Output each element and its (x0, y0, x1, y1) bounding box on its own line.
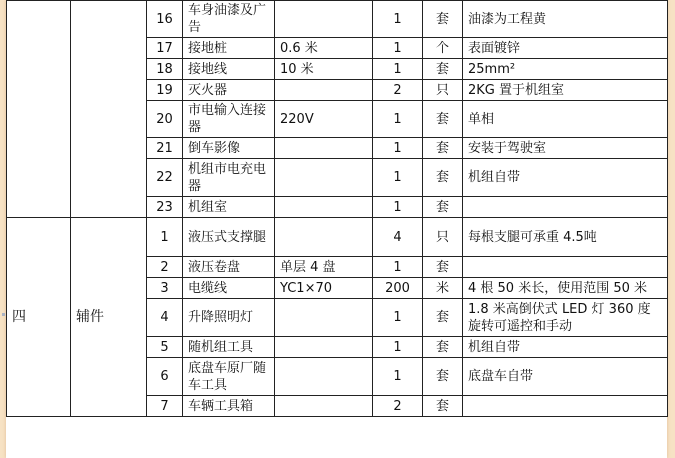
row-number: 4 (147, 299, 183, 337)
item-spec: YC1×70 (275, 278, 373, 299)
item-note: 每根支腿可承重 4.5吨 (463, 218, 668, 257)
row-number: 5 (147, 337, 183, 358)
row-number: 18 (147, 59, 183, 80)
section-index-cell (7, 1, 71, 218)
item-spec (275, 337, 373, 358)
item-note (463, 396, 668, 417)
section-category-cell (71, 1, 147, 218)
row-number: 16 (147, 1, 183, 38)
item-unit: 套 (423, 299, 463, 337)
row-number: 2 (147, 257, 183, 278)
item-name: 随机组工具 (183, 337, 275, 358)
item-unit: 套 (423, 159, 463, 197)
item-note: 安装于驾驶室 (463, 138, 668, 159)
item-spec (275, 197, 373, 218)
item-name: 车身油漆及广告 (183, 1, 275, 38)
item-note: 25mm² (463, 59, 668, 80)
margin-marker-icon (1, 312, 9, 320)
table-row (7, 218, 668, 257)
item-spec (275, 80, 373, 101)
item-name: 市电输入连接器 (183, 101, 275, 138)
item-unit: 套 (423, 358, 463, 396)
item-note: 4 根 50 米长，使用范围 50 米 (463, 278, 668, 299)
item-qty: 1 (373, 197, 423, 218)
item-unit: 只 (423, 80, 463, 101)
item-name: 底盘车原厂随车工具 (183, 358, 275, 396)
item-unit: 只 (423, 218, 463, 257)
item-name: 接地桩 (183, 38, 275, 59)
item-qty: 2 (373, 396, 423, 417)
document-page (6, 0, 667, 458)
item-spec: 10 米 (275, 59, 373, 80)
item-name: 灭火器 (183, 80, 275, 101)
item-spec (275, 159, 373, 197)
item-spec (275, 396, 373, 417)
item-name: 机组室 (183, 197, 275, 218)
item-spec (275, 138, 373, 159)
item-qty: 1 (373, 1, 423, 38)
item-unit: 个 (423, 38, 463, 59)
row-number: 1 (147, 218, 183, 257)
item-name: 液压式支撑腿 (183, 218, 275, 257)
item-qty: 1 (373, 257, 423, 278)
item-note: 单相 (463, 101, 668, 138)
item-name: 机组市电充电器 (183, 159, 275, 197)
table-row (7, 1, 668, 38)
item-name: 电缆线 (183, 278, 275, 299)
item-note: 底盘车自带 (463, 358, 668, 396)
item-qty: 1 (373, 299, 423, 337)
item-unit: 套 (423, 138, 463, 159)
item-name: 倒车影像 (183, 138, 275, 159)
item-qty: 1 (373, 101, 423, 138)
row-number: 7 (147, 396, 183, 417)
item-spec (275, 218, 373, 257)
item-note: 表面镀锌 (463, 38, 668, 59)
item-qty: 4 (373, 218, 423, 257)
item-note (463, 197, 668, 218)
item-qty: 1 (373, 337, 423, 358)
section-index-cell: 四 (7, 218, 71, 417)
item-unit: 套 (423, 59, 463, 80)
item-spec: 0.6 米 (275, 38, 373, 59)
item-name: 液压卷盘 (183, 257, 275, 278)
item-spec (275, 299, 373, 337)
item-spec (275, 1, 373, 38)
row-number: 6 (147, 358, 183, 396)
item-name: 车辆工具箱 (183, 396, 275, 417)
item-qty: 200 (373, 278, 423, 299)
item-note: 机组自带 (463, 159, 668, 197)
section-category-cell: 辅件 (71, 218, 147, 417)
row-number: 20 (147, 101, 183, 138)
row-number: 23 (147, 197, 183, 218)
item-qty: 2 (373, 80, 423, 101)
item-unit: 套 (423, 337, 463, 358)
item-unit: 套 (423, 396, 463, 417)
row-number: 21 (147, 138, 183, 159)
row-number: 19 (147, 80, 183, 101)
item-qty: 1 (373, 59, 423, 80)
row-number: 3 (147, 278, 183, 299)
item-unit: 套 (423, 1, 463, 38)
item-unit: 套 (423, 257, 463, 278)
item-spec: 单层 4 盘 (275, 257, 373, 278)
item-qty: 1 (373, 358, 423, 396)
item-name: 升降照明灯 (183, 299, 275, 337)
item-note: 油漆为工程黄 (463, 1, 668, 38)
item-note (463, 257, 668, 278)
item-note: 1.8 米高倒伏式 LED 灯 360 度旋转可遥控和手动 (463, 299, 668, 337)
item-name: 接地线 (183, 59, 275, 80)
row-number: 22 (147, 159, 183, 197)
item-spec: 220V (275, 101, 373, 138)
item-note: 机组自带 (463, 337, 668, 358)
item-qty: 1 (373, 138, 423, 159)
item-unit: 米 (423, 278, 463, 299)
item-unit: 套 (423, 197, 463, 218)
equipment-list-table (6, 0, 668, 417)
item-unit: 套 (423, 101, 463, 138)
item-qty: 1 (373, 159, 423, 197)
item-note: 2KG 置于机组室 (463, 80, 668, 101)
item-qty: 1 (373, 38, 423, 59)
row-number: 17 (147, 38, 183, 59)
item-spec (275, 358, 373, 396)
